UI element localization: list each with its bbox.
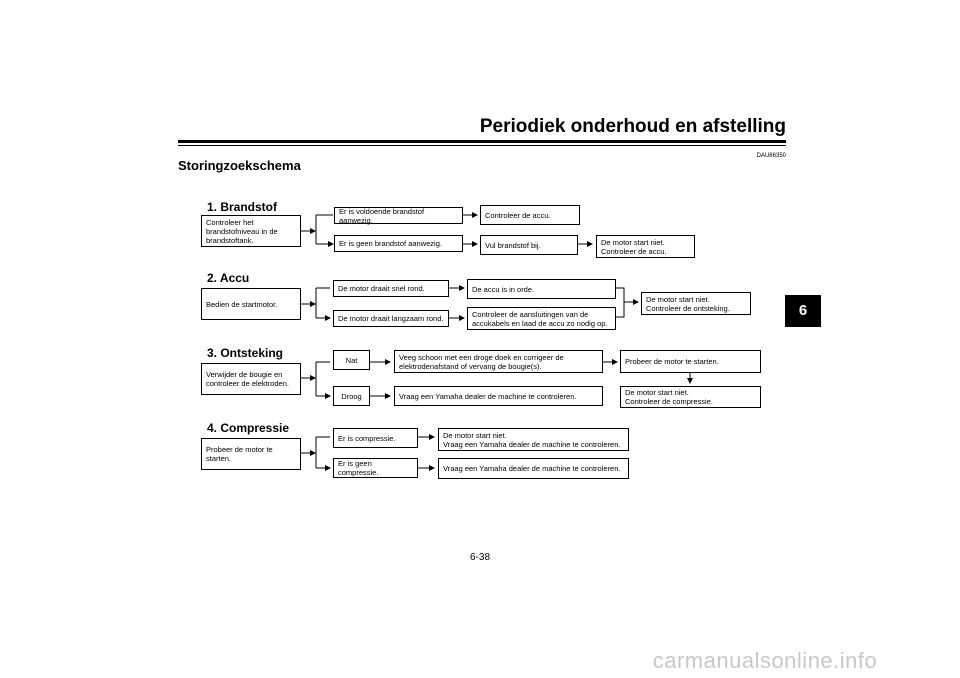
flow-box-start (201, 438, 301, 470)
flow-box-start (201, 288, 301, 320)
flow-box-text: Er is geen brandstof aanwezig. (339, 239, 442, 248)
flow-box-text: Probeer de motor te starten. (625, 357, 719, 366)
flow-box-text: De motor start niet. Controleer de accu. (601, 237, 667, 256)
flow-box-condition (333, 350, 370, 370)
flow-box-text: Vul brandstof bij. (485, 240, 541, 250)
flow-box-text: Controleer de aansluitingen van de accukabels en laad de accu zo nodig op. (472, 309, 608, 328)
section-title-compressie: 4. Compressie (207, 421, 290, 435)
flow-box-text: Controleer de accu. (485, 210, 551, 220)
flow-box-condition (333, 280, 449, 297)
flow-box-text: De motor draait snel rond. (338, 284, 425, 293)
watermark: carmanualsonline.info (652, 648, 878, 673)
document-code: DAU86350 (756, 153, 786, 159)
flow-box-condition (333, 386, 370, 406)
flow-box-text: Droog (341, 391, 362, 401)
chapter-tab[interactable]: 6 (785, 295, 821, 327)
flow-box-action (467, 307, 616, 330)
flow-box-action (394, 350, 603, 373)
flow-box-text: Er is voldoende brandstof aanwezig. (339, 206, 425, 225)
flow-box-text: Probeer de motor te starten. (206, 445, 273, 463)
header-title: Periodiek onderhoud en afstelling (479, 116, 786, 137)
flow-box-text: Vraag een Yamaha dealer de machine te controleren. (399, 391, 577, 401)
flow-box-result (641, 292, 751, 315)
flow-box-text: Controleer het brandstofniveau in de brandstoftank. (206, 217, 278, 245)
flow-box-condition (334, 207, 463, 224)
flow-box-text: Verwijder de bougie en controleer de elektroden. (206, 370, 289, 388)
page-number: 6-38 (469, 552, 490, 563)
flow-box-action (438, 458, 629, 479)
flow-box-start (201, 215, 301, 247)
section-title-accu: 2. Accu (207, 271, 250, 285)
flow-box-result (620, 386, 761, 408)
flow-box-text: Nat (345, 355, 358, 365)
flow-box-condition (334, 235, 463, 252)
flow-box-start (201, 363, 301, 395)
flow-box-text: De motor start niet. Controleer de compressie. (625, 388, 713, 406)
flow-box-action (394, 386, 603, 406)
flow-box-condition (333, 458, 418, 478)
flow-box-text: Veeg schoon met een droge doek en corrigeer de elektrodenafstand of vervang de bougie(s). (399, 352, 564, 371)
flow-box-action (480, 205, 580, 225)
flow-box-text: Vraag een Yamaha dealer de machine te controleren. (443, 464, 621, 473)
flow-box-text: De motor start niet. Vraag een Yamaha dealer de machine te controleren. (443, 430, 621, 449)
flow-box-action (467, 279, 616, 299)
flow-box-text: De motor start niet. Controleer de ontsteking. (646, 294, 730, 313)
flow-box-text: De accu is in orde. (472, 284, 535, 294)
section-title-ontsteking: 3. Ontsteking (207, 346, 284, 360)
flow-box-action (480, 235, 578, 255)
flow-box-action (438, 428, 629, 451)
flow-box-result (596, 235, 695, 258)
section-title-brandstof: 1. Brandstof (207, 200, 278, 214)
flow-box-text: Bedien de startmotor. (206, 299, 278, 309)
flow-box-text: De motor draait langzaam rond. (338, 314, 444, 323)
flow-box-condition (333, 310, 449, 327)
flow-box-next (620, 350, 761, 373)
flow-box-condition (333, 428, 418, 448)
flow-box-text: Er is compressie. (338, 433, 396, 443)
page-title: Storingzoekschema (178, 158, 301, 173)
flow-box-text: Er is geen compressie. (338, 459, 379, 477)
